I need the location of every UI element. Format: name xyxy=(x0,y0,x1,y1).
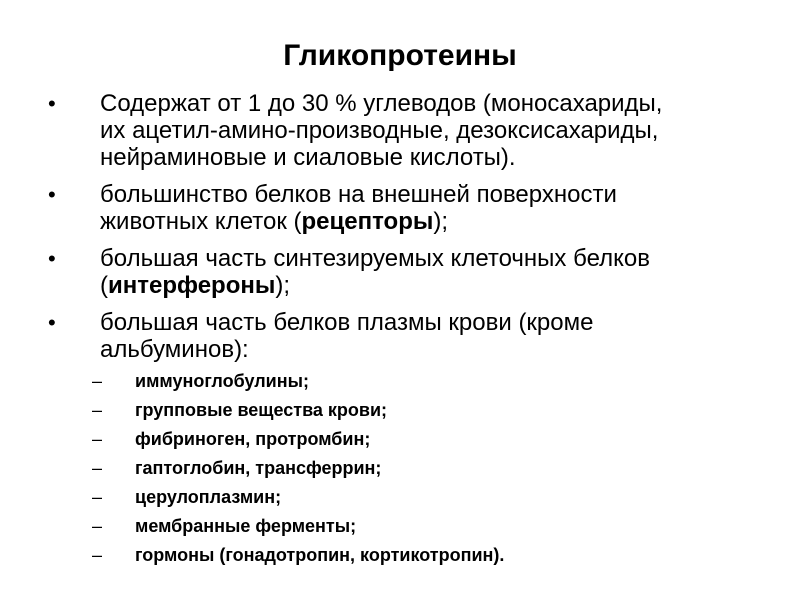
bullet-bold-term: интерфероны xyxy=(108,272,276,299)
bullet-text: Содержат от 1 до 30 % углеводов (моносахариды, xyxy=(100,90,663,117)
bullet-text: ); xyxy=(433,208,449,235)
bullet-text: животных клеток ( xyxy=(100,208,302,235)
sub-item-text: фибриноген, протромбин; xyxy=(135,429,371,449)
sub-list-item xyxy=(0,458,800,479)
sub-item-text: церулоплазмин; xyxy=(135,487,282,507)
sub-list-item xyxy=(0,400,800,421)
sub-list-item xyxy=(0,516,800,537)
bullet-text: большая часть белков плазмы крови (кроме xyxy=(100,309,594,336)
sub-list-item xyxy=(0,371,800,392)
sub-item-text: иммуноглобулины; xyxy=(135,371,309,391)
bullet-item xyxy=(0,90,800,171)
bullet-text: нейраминовые и сиаловые кислоты). xyxy=(100,144,516,171)
bullet-item xyxy=(0,245,800,299)
bullet-text: ( xyxy=(100,272,108,299)
bullet-list xyxy=(0,90,800,574)
bullet-bold-term: рецепторы xyxy=(301,208,434,235)
dash-marker: – xyxy=(92,545,103,565)
sub-list-item xyxy=(0,545,800,566)
slide-title: Гликопротеины xyxy=(283,39,517,72)
bullet-marker: • xyxy=(48,310,56,335)
dash-marker: – xyxy=(92,371,103,391)
sub-item-text: гаптоглобин, трансферрин; xyxy=(135,458,382,478)
dash-marker: – xyxy=(92,458,103,478)
sub-item-text: гормоны (гонадотропин, кортикотропин). xyxy=(135,545,505,565)
sub-item-text: групповые вещества крови; xyxy=(135,400,388,420)
sub-item-text: мембранные ферменты; xyxy=(135,516,357,536)
sub-list-item xyxy=(0,487,800,508)
dash-marker: – xyxy=(92,429,103,449)
bullet-text: ); xyxy=(275,272,291,299)
bullet-text: их ацетил-амино-производные, дезоксисахариды, xyxy=(100,117,659,144)
bullet-text: альбуминов): xyxy=(100,336,249,363)
bullet-text: большая часть синтезируемых клеточных белков xyxy=(100,245,650,272)
dash-marker: – xyxy=(92,400,103,420)
bullet-text: большинство белков на внешней поверхности xyxy=(100,181,617,208)
sub-list xyxy=(0,371,800,566)
bullet-marker: • xyxy=(48,91,56,116)
sub-list-container xyxy=(0,371,800,566)
sub-list-item xyxy=(0,429,800,450)
bullet-marker: • xyxy=(48,246,56,271)
dash-marker: – xyxy=(92,516,103,536)
dash-marker: – xyxy=(92,487,103,507)
bullet-marker: • xyxy=(48,182,56,207)
bullet-item xyxy=(0,309,800,363)
bullet-item xyxy=(0,181,800,235)
